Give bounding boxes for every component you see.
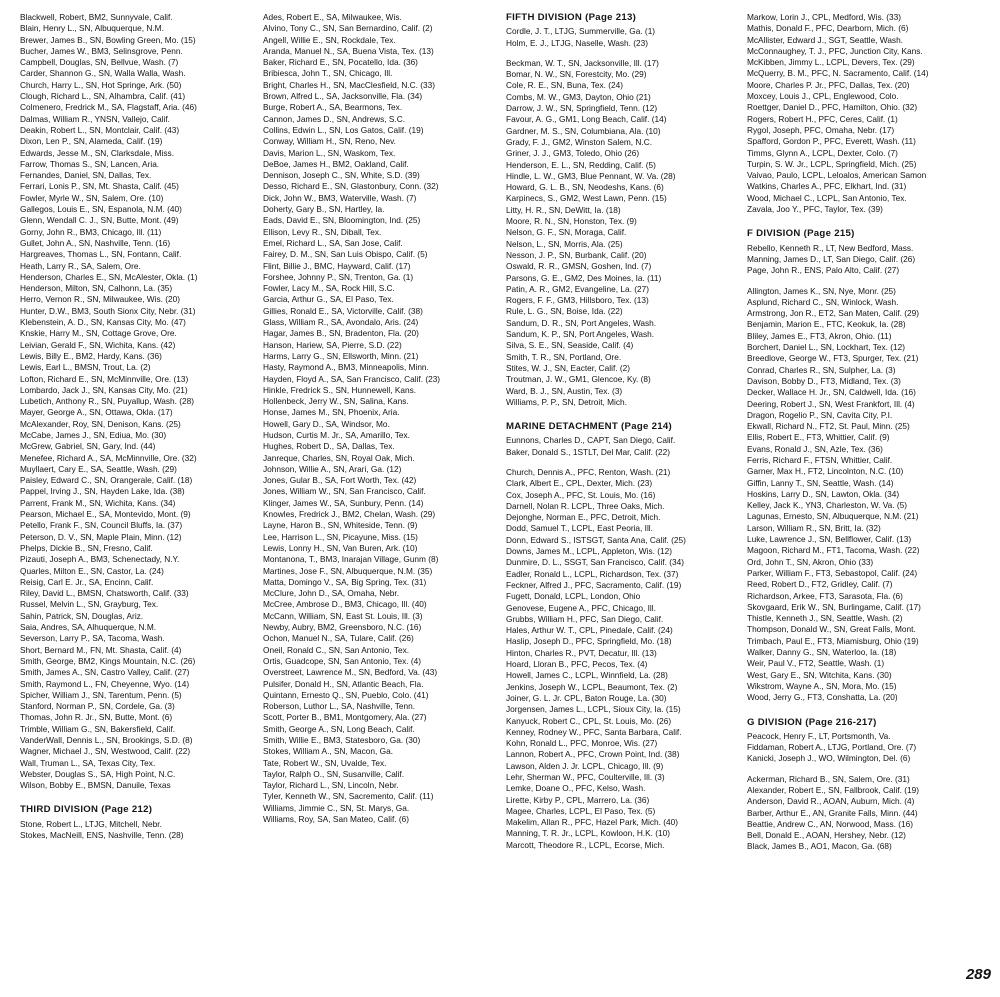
roster-entry: Genovese, Eugene A., PFC, Chicago, Ill. (506, 602, 656, 613)
roster-entry: Nelson, L., SN, Morris, Ala. (25) (506, 238, 623, 249)
roster-entry: Bomar, N. W., SN, Forestcity, Mo. (29) (506, 69, 647, 80)
roster-entry: Peacock, Henry F., LT, Portsmonth, Va. (747, 730, 891, 741)
roster-entry: Church, Harry L., SN, Hot Springe, Ark. (50) (20, 79, 182, 90)
roster-entry: Stokes, William A., SN, Macon, Ga. (263, 746, 394, 757)
roster-entry: Combs, M. W., GM3, Dayton, Ohio (21) (506, 91, 651, 102)
roster-entry: McQuerry, B. M., PFC, N. Sacramento, Calif. (14) (747, 68, 929, 79)
roster-entry: Lewis, Earl L., BMSN, Trout, La. (2) (20, 362, 151, 373)
roster-entry: Church, Dennis A., PFC, Renton, Wash. (21) (506, 466, 671, 477)
roster-entry: Decker, Wallace H. Jr., SN, Caldwell, Ida. (16) (747, 387, 916, 398)
roster-entry: Overstreet, Lawrence M., SN, Bedford, Va. (43) (263, 667, 438, 678)
roster-entry: Lombardo, Jack J., SN, Kansas City, Mo. (21) (20, 384, 188, 395)
roster-entry: Forshee, Johnny P., SN, Trenton, Ga. (1) (263, 271, 414, 282)
roster-entry: Klebenstein, A. D., SN, Kansas City, Mo. (47) (20, 317, 186, 328)
roster-entry: Kanicki, Joseph J., WO, Wilmington, Del. (6) (747, 753, 911, 764)
roster-entry: Conrad, Charles R., SN, Sulpher, La. (3) (747, 364, 896, 375)
roster-entry: Eads, David E., SN, Bloomington, Ind. (25) (263, 215, 421, 226)
roster-entry: Stanford, Norman P., SN, Cordele, Ga. (3) (20, 701, 175, 712)
roster-entry: Gullet, John A., SN, Nashville, Tenn. (16) (20, 237, 171, 248)
roster-entry: Hudson, Curtis M. Jr., SA, Amarillo, Tex. (263, 429, 410, 440)
roster-entry: Evans, Ronald J., SN, Azle, Tex. (36) (747, 443, 883, 454)
roster-entry: Nelson, G. F., SN, Moraga, Calif. (506, 227, 627, 238)
roster-entry: Smith, James A., SN, Castro Valley, Calif. (27) (20, 667, 190, 678)
roster-entry: Hargreaves, Thomas L., SN, Fontann, Calif. (20, 249, 182, 260)
roster-entry: Dennison, Joseph C., SN, White, S.D. (39) (263, 170, 420, 181)
roster-entry: Zavala, Joo Y., PFC, Taylor, Tex. (39) (747, 204, 883, 215)
roster-entry: Grady, F. J., GM2, Winston Salem, N.C. (506, 136, 652, 147)
roster-entry: Lirette, Kirby P., CPL, Marrero, La. (36) (506, 794, 650, 805)
roster-entry: Knowles, Fredrick J., BM2, Chelan, Wash. (29) (263, 509, 436, 520)
roster-entry: Moore, R. N., SN, Honston, Tex. (9) (506, 216, 637, 227)
roster-entry: Flint, Billie J., BMC, Hayward, Calif. (17) (263, 260, 411, 271)
roster-entry: Harms, Larry G., SN, Ellsworth, Minn. (21) (263, 350, 419, 361)
roster-entry: Luke, Lawrence J., SN, Bellflower, Calif. (13) (747, 534, 912, 545)
roster-entry: Alvino, Tony C., SN, San Bernardino, Calif. (2) (263, 23, 433, 34)
roster-entry: Magee, Charles, LCPL, El Paso, Tex. (5) (506, 805, 656, 816)
roster-entry: Nesson, J. P., SN, Burbank, Calif. (20) (506, 249, 647, 260)
roster-entry: Eunnons, Charles D., CAPT, San Diego, Calif. (506, 435, 676, 446)
roster-entry: Martines, Jose F., SN, Albuquerque, N.M. (35) (263, 565, 433, 576)
roster-entry: Hanson, Hariew, SA, Pierre, S.D. (22) (263, 339, 402, 350)
roster-entry: Ekwall, Richard N., FT2, St. Paul, Minn. (25) (747, 421, 910, 432)
roster-entry: Turpin, S. W. Jr., LCPL, Springfield, Mich. (25) (747, 158, 917, 169)
roster-entry: Smith, T. R., SN, Portland, Ore. (506, 351, 622, 362)
roster-entry: Hasty, Raymond A., BM3, Minneapolis, Minn. (263, 362, 429, 373)
roster-entry: Vaivao, Paulo, LCPL, Leloalos, American Samon (747, 170, 927, 181)
roster-entry: McAlexander, Roy, SN, Denison, Kans. (25) (20, 418, 181, 429)
roster-entry: Dragon, Rogelio P., SN, Cavita City, P.I. (747, 409, 893, 420)
roster-column-4 (747, 12, 929, 853)
roster-entry: Dejonghe, Norman E., PFC, Detroit, Mich. (506, 512, 661, 523)
roster-entry: Henderson, Charles E., SN, McAlester, Okla. (1) (20, 271, 198, 282)
roster-entry: Pearson, Michael E., SA, Montevido, Mont. (9) (20, 509, 191, 520)
roster-entry: Hales, Arthur W. T., CPL, Pinedale, Calif. (24) (506, 625, 673, 636)
roster-entry: Paisley, Edward C., SN, Orangerale, Calif. (18) (20, 475, 193, 486)
roster-entry: Bliley, James E., FT3, Akron, Ohio. (11) (747, 330, 892, 341)
roster-entry: Sandum, K. P., SN, Port Angeles, Wash. (506, 329, 655, 340)
roster-entry: DeBoe, James H., BM2, Oakland, Calif. (263, 158, 409, 169)
roster-entry: Holm, E. J., LTJG, Naselle, Wash. (23) (506, 37, 649, 48)
roster-entry: Page, John R., ENS, Palo Alto, Calif. (27) (747, 265, 900, 276)
roster-entry: Black, James B., AO1, Macon, Ga. (68) (747, 841, 892, 852)
roster-entry: Rogers, F. F., GM3, Hillsboro, Tex. (13) (506, 295, 649, 306)
roster-entry: Ellison, Levy R., SN, Diball, Tex. (263, 226, 382, 237)
roster-entry: Ord, John T., SN, Akron, Ohio (33) (747, 556, 874, 567)
roster-entry: Larson, William R., SN, Britt, Ia. (32) (747, 522, 881, 533)
roster-entry: Cox, Joseph A., PFC, St. Louis, Mo. (16) (506, 489, 656, 500)
roster-entry: Richardson, Arkee, FT3, Sarasota, Fla. (6) (747, 590, 903, 601)
roster-entry: McCann, William, SN, East St. Louis, Ill. (3) (263, 610, 423, 621)
section-heading: THIRD DIVISION (Page 212) (20, 804, 153, 816)
roster-entry: Karpinecs, S., GM2, West Lawn, Penn. (15) (506, 193, 667, 204)
roster-entry: Spicher, William J., SN, Tarentum, Penn. (5) (20, 689, 182, 700)
roster-entry: Weir, Paul V., FT2, Seattle, Wash. (1) (747, 658, 885, 669)
roster-entry: Howell, Gary D., SA, Windsor, Mo. (263, 418, 390, 429)
roster-entry: Joiner, G. L. Jr. CPL, Baton Rouge, La. (30) (506, 692, 667, 703)
roster-entry: Desso, Richard E., SN, Glastonbury, Conn. (32) (263, 181, 439, 192)
roster-entry: Montanona, T., BM3, Inarajan Village, Gunm (8) (263, 554, 439, 565)
roster-entry: Tyler, Kenneth W., SN, Sacremento, Calif. (11) (263, 791, 434, 802)
roster-entry: Ochon, Manuel N., SA, Tulare, Calif. (26) (263, 633, 414, 644)
roster-entry: McGrew, Gabriel, SN, Gary, Ind. (44) (20, 441, 156, 452)
roster-entry: Dixon, Len P., SN, Alameda, Calif. (19) (20, 136, 163, 147)
roster-entry: Garner, Max H., FT2, Lincolnton, N.C. (10) (747, 466, 904, 477)
roster-entry: Trimble, William G., SN, Bakersfield, Calif. (20, 723, 176, 734)
roster-entry: Saia, Andres, SA, Alhuquerque, N.M. (20, 622, 157, 633)
page-number: 289 (965, 966, 991, 983)
roster-entry: Kelley, Jack K., YN3, Charleston, W. Va. (5) (747, 500, 908, 511)
roster-entry: Thompson, Donald W., SN, Great Falls, Mont. (747, 624, 916, 635)
roster-entry: Kohn, Ronald L., PFC, Monroe, Wis. (27) (506, 738, 658, 749)
roster-entry: Tate, Robert W., SN, Uvalde, Tex. (263, 757, 387, 768)
roster-entry: Borchert, Daniel L., SN, Lockhart, Tex. (12) (747, 342, 906, 353)
roster-entry: Carder, Shannon G., SN, Walla Walla, Wash. (20, 68, 186, 79)
roster-entry: Donn, Edward S., ISTSGT, Santa Ana, Calif. (25) (506, 534, 686, 545)
roster-entry: Walker, Danny G., SN, Waterloo, Ia. (18) (747, 647, 897, 658)
roster-entry: Hoard, Lloran B., PFC, Pecos, Tex. (4) (506, 659, 648, 670)
roster-entry: Colmenero, Fredrick M., SA, Flagstaff, Aria. (46) (20, 102, 197, 113)
roster-entry: Hagar, James B., SN, Bradenton, Fla. (20) (263, 328, 419, 339)
roster-entry: Janreque, Charles, SN, Royal Oak, Mich. (263, 452, 415, 463)
roster-entry: Moxcey, Louis J., CPL, Englewood, Colo. (747, 91, 899, 102)
roster-entry: Rogers, Robert H., PFC, Ceres, Calif. (1) (747, 113, 898, 124)
roster-entry: Ferrari, Lonis P., SN, Mt. Shasta, Calif. (45) (20, 181, 179, 192)
roster-entry: Spafford, Gordon P., PFC, Everett, Wash. (11) (747, 136, 916, 147)
roster-entry: Beattie, Andrew C., AN, Norwood, Mass. (16) (747, 818, 914, 829)
roster-entry: Lofton, Richard E., SN, McMinnville, Ore. (13) (20, 373, 189, 384)
roster-entry: Kanyuck, Robert C., CPL, St. Louis, Mo. (26) (506, 715, 672, 726)
roster-entry: Baker, Donald S., 1STLT, Del Mar, Calif. (22) (506, 446, 671, 457)
roster-entry: Cole, R. E., SN, Buna, Tex. (24) (506, 80, 623, 91)
roster-entry: Taylor, Richard L., SN, Lincoln, Nebr. (263, 780, 399, 791)
roster-entry: Oneil, Ronald C., SN, San Antonio, Tex. (263, 644, 410, 655)
roster-entry: Bell, Donald E., AOAN, Hershey, Nebr. (12) (747, 830, 906, 841)
roster-entry: Howell, James C., LCPL, Winnfield, La. (28) (506, 670, 668, 681)
roster-entry: Russel, Melvin L., SN, Grayburg, Tex. (20, 599, 159, 610)
roster-entry: Armstrong, Jon R., ET2, San Maten, Calif. (29) (747, 308, 919, 319)
roster-entry: Troutman, J. W., GM1, Glencoe, Ky. (8) (506, 374, 651, 385)
roster-entry: Fowler, Lacy M., SA, Rock Hill, S.C. (263, 283, 395, 294)
roster-entry: Fowler, Myrle W., SN, Salem, Ore. (10) (20, 192, 164, 203)
roster-entry: Bucher, James W., BM3, Selinsgrove, Penn. (20, 45, 183, 56)
roster-entry: Roberson, Luthor L., SA, Nashville, Tenn. (263, 701, 416, 712)
roster-entry: Smith, Raymond L., FN, Cheyenne, Wyo. (14) (20, 678, 190, 689)
roster-entry: VanderWall, Dennis L., SN, Brookings, S.D. (8) (20, 735, 193, 745)
roster-entry: Kenney, Rodney W., PFC, Santa Barbara, Calif. (506, 726, 682, 737)
roster-entry: Glass, William R., SA, Avondalo, Aris. (24) (263, 317, 419, 328)
roster-entry: Mathis, Donald F., PFC, Dearborn, Mich. (6) (747, 23, 909, 34)
roster-entry: Patin, A. R., GM2, Evangeline, La. (27) (506, 283, 649, 294)
roster-entry: Roettger, Daniel D., PFC, Hamilton, Ohio. (32) (747, 102, 918, 113)
roster-entry: McConnaughey, T. J., PFC, Junction City, Kans. (747, 45, 923, 56)
roster-entry: Barber, Arthur E., AN, Granite Falls, Minn. (44) (747, 807, 918, 818)
roster-entry: Reisig, Carl E. Jr., SA, Encinn, Calif. (20, 576, 154, 587)
roster-entry: Phelps, Dickie B., SN, Fresno, Calif. (20, 542, 153, 553)
roster-entry: Henderson, E. L., SN, Redding, Calif. (5) (506, 159, 656, 170)
roster-entry: Williams, P. P., SN, Detroit, Mich. (506, 396, 627, 407)
roster-entry: Dodd, Samuel T., LCPL, East Peoria, Ill. (506, 523, 653, 534)
roster-entry: Taylor, Ralph O., SN, Susanville, Calif. (263, 768, 405, 779)
roster-entry: Howard, G. L. B., SN, Neodeshs, Kans. (6) (506, 182, 664, 193)
roster-entry: Makelim, Allan R., PFC, Hazel Park, Mich. (40) (506, 817, 678, 828)
roster-entry: Parker, William F., FT3, Sebastopol, Calif. (24) (747, 567, 918, 578)
roster-entry: Campbell, Douglas, SN, Bellvue, Wash. (7) (20, 57, 179, 68)
roster-entry: Gillies, Ronald E., SA, Victorville, Calif. (38) (263, 305, 423, 316)
roster-entry: Henderson, Milton, SN, Calhonn, La. (35) (20, 283, 173, 294)
roster-entry: Williams, Roy, SA, San Mateo, Calif. (6) (263, 814, 410, 825)
roster-entry: Parrent, Frank M., SN, Wichita, Kans. (34) (20, 497, 176, 508)
roster-entry: Hinkle, Fredrick S., SN, Hunnewell, Kans. (263, 384, 417, 395)
roster-entry: Lemke, Doane O., PFC, Kelso, Wash. (506, 783, 646, 794)
roster-entry: Matta, Domingo V., SA, Big Spring, Tex. (31) (263, 576, 427, 587)
roster-entry: Jones, William W., SN, San Francisco, Calif. (263, 486, 426, 497)
roster-entry: McCabe, James J., SN, Ediua, Mo. (30) (20, 429, 167, 440)
roster-entry: Quintann, Ernesto Q., SN, Pueblo, Colo. (41) (263, 689, 429, 700)
roster-entry: Jones, Gular B., SA, Fort Worth, Tex. (42) (263, 475, 417, 486)
roster-entry: Stone, Robert L., LTJG, Mitchell, Nebr. (20, 818, 162, 829)
roster-entry: Bright, Charles H., SN, MacClesfield, N.C. (33) (263, 79, 435, 90)
roster-entry: Fugett, Donald, LCPL, London, Ohio (506, 591, 641, 602)
roster-entry: Parsons, G. E., GM2, Des Moines, Ia. (11) (506, 272, 662, 283)
roster-entry: Baker, Richard E., SN, Pocatello, Ida. (36) (263, 57, 418, 68)
roster-entry: West, Gary E., SN, Witchita, Kans. (30) (747, 669, 892, 680)
roster-entry: Lagunas, Ernesto, SN, Albuquerque, N.M. (21) (747, 511, 919, 522)
roster-entry: Wagner, Michael J., SN, Westwood, Calif. (22) (20, 746, 191, 757)
roster-entry: Klinger, James W., SA, Sunbury, Penn. (14) (263, 497, 424, 508)
roster-entry: Williams, Jimmie C., SN, St. Marys, Ga. (263, 802, 410, 813)
roster-entry: Fiddaman, Robert A., LTJG, Portland, Ore. (7) (747, 742, 917, 753)
roster-entry: Gardner, M. S., SN, Columbiana, Ala. (10) (506, 125, 661, 136)
roster-entry: Darnell, Nolan R. LCPL, Three Oaks, Mich. (506, 500, 665, 511)
roster-entry: Aranda, Manuel N., SA, Buena Vista, Tex. (13) (263, 45, 434, 56)
roster-entry: Hindle, L. W., GM3, Blue Pennant, W. Va. (28) (506, 170, 676, 181)
roster-entry: Deering, Robert J., SN, West Frankfort, Ill. (4) (747, 398, 915, 409)
roster-entry: Honse, James M., SN, Phoenix, Aria. (263, 407, 400, 418)
roster-entry: Scott, Porter B., BM1, Montgomery, Ala. (27) (263, 712, 427, 723)
roster-entry: Edwards, Jesse M., SN, Clarksdale, Miss. (20, 147, 174, 158)
roster-entry: Short, Bernard M., FN, Mt. Shasta, Calif. (4) (20, 644, 182, 655)
roster-entry: Giffin, Lanny T., SN, Seattle, Wash. (14) (747, 477, 894, 488)
roster-entry: Layne, Haron B., SN, Whiteside, Tenn. (9) (263, 520, 418, 531)
roster-entry: Smith, Willie E., BM3, Statesboro, Ga. (30) (263, 735, 421, 745)
roster-entry: Griner, J. J., GM3, Toledo, Ohio (26) (506, 148, 640, 159)
roster-entry: Dunmire, D. L., SSGT, San Francisco, Calif. (34) (506, 557, 684, 568)
roster-entry: Thomas, John R. Jr., SN, Butte, Mont. (6) (20, 712, 173, 723)
roster-entry: Petello, Frank F., SN, Council Bluffs, Ia. (37) (20, 520, 183, 531)
roster-entry: Lewis, Lonny H., SN, Van Buren, Ark. (10) (263, 542, 418, 553)
roster-entry: Sahin, Patrick, SN, Douglas, Ariz. (20, 610, 144, 621)
roster-entry: Knskie, Harry M., SN, Cottage Grove, Ore. (20, 328, 177, 339)
roster-entry: Moore, Charles P. Jr., PFC, Dallas, Tex. (20) (747, 79, 910, 90)
roster-entry: Watkins, Charles A., PFC, Elkhart, Ind. (31) (747, 181, 907, 192)
roster-entry: Ades, Robert E., SA, Milwaukee, Wis. (263, 12, 402, 22)
roster-entry: Fernandes, Daniel, SN, Dallas, Tex. (20, 170, 152, 181)
roster-entry: Rebello, Kenneth R., LT, New Bedford, Mass. (747, 242, 914, 253)
roster-entry: Wood, Jerry G., FT3, Conshatta, La. (20) (747, 692, 898, 703)
roster-entry: Cordle, J. T., LTJG, Summerville, Ga. (1) (506, 26, 656, 37)
roster-entry: Ward, B. J., SN, Austin, Tex. (3) (506, 385, 623, 396)
roster-entry: Emel, Richard L., SA, San Jose, Calif. (263, 237, 403, 248)
roster-entry: Riley, David L., BMSN, Chatsworth, Calif. (33) (20, 588, 189, 599)
roster-entry: Hinton, Charles R., PVT, Decatur, Ill. (13) (506, 647, 657, 658)
roster-entry: Downs, James M., LCPL, Appleton, Wis. (12) (506, 546, 672, 557)
roster-entry: Dalmas, William R., YNSN, Vallejo, Calif. (20, 113, 170, 124)
roster-entry: Eadler, Ronald L., LCPL, Richardson, Tex. (37) (506, 568, 679, 579)
roster-entry: Quarles, Milton E., SN, Castor, La. (24) (20, 565, 164, 576)
roster-entry: Hayden, Floyd A., SA, San Francisco, Calif. (23) (263, 373, 441, 384)
roster-entry: Pulsifer, Donald H., SN, Atlantic Beach, Fla. (263, 678, 424, 689)
roster-entry: Alexander, Robert E., SN, Fallbrook, Calif. (19) (747, 785, 920, 795)
roster-entry: Blain, Henry L., SN, Albuquerque, N.M. (20, 23, 164, 34)
roster-entry: Silva, S. E., SN, Seaside, Calif. (4) (506, 340, 634, 351)
roster-entry: Sandum, D. R., SN, Port Angeles, Wash. (506, 317, 657, 328)
roster-entry: Manning, James D., LT, San Diego, Calif. (26) (747, 253, 916, 264)
roster-entry: Leivian, Gerald F., SN, Wichita, Kans. (42) (20, 339, 176, 350)
roster-entry: Brown, Alfred L., SA, Jacksonville, Fla. (34) (263, 91, 423, 102)
roster-entry: Deakin, Robert L., SN, Montclair, Calif. (43) (20, 124, 180, 135)
roster-entry: Glenn, Wendall C. J., SN, Butte, Mont. (49) (20, 215, 179, 226)
roster-entry: Beckman, W. T., SN, Jacksonville, Ill. (17) (506, 57, 659, 68)
roster-entry: Severson, Larry P., SA, Tacoma, Wash. (20, 633, 165, 644)
roster-entry: Clough, Richard L., SN, Alhambra, Calif. (41) (20, 91, 186, 102)
roster-entry: Smith, George, BM2, Kings Mountain, N.C. (26) (20, 655, 196, 666)
roster-entry: Marcott, Theodore R., LCPL, Ecorse, Mich. (506, 839, 665, 850)
roster-entry: Haslip, Joseph D., PFC, Springfield, Mo. (18) (506, 636, 672, 647)
roster-entry: Heath, Larry R., SA, Salem, Ore. (20, 260, 141, 271)
roster-entry: Allington, James K., SN, Nye, Monr. (25) (747, 285, 896, 296)
roster-entry: Bribiesca, John T., SN, Chicago, Ill. (263, 68, 393, 79)
roster-entry: Jenkins, Joseph W., LCPL, Beaumont, Tex. (2) (506, 681, 678, 692)
section-heading: F DIVISION (Page 215) (747, 228, 855, 240)
roster-entry: Ferris, Richard F., FTSN, Whittier, Calif. (747, 454, 893, 465)
roster-entry: Manning, T. R. Jr., LCPL, Kowloon, H.K. (10) (506, 828, 671, 839)
roster-entry: Cannon, James D., SN, Andrews, S.C. (263, 113, 406, 124)
roster-entry: Lehr, Sherman W., PFC, Coulterville, Ill. (3) (506, 772, 665, 782)
roster-entry: Lubetich, Anthony R., SN, Puyallup, Wash. (28) (20, 396, 195, 407)
roster-entry: Benjamin, Marion E., FTC, Keokuk, Ia. (28) (747, 319, 906, 330)
roster-entry: Skovgaard, Erik W., SN, Burlingame, Calif. (17) (747, 601, 921, 612)
roster-entry: Herro, Vernon R., SN, Milwaukee, Wis. (20) (20, 294, 180, 305)
roster-entry: Gorny, John R., BM3, Chicago, Ill. (11) (20, 226, 162, 237)
roster-entry: Davis, Marion L., SN, Waskom, Tex. (263, 147, 396, 158)
roster-entry: Asplund, Richard C., SN, Winlock, Wash. (747, 296, 899, 307)
roster-entry: Wilson, Bobby E., BMSN, Danuile, Texas (20, 780, 171, 791)
roster-entry: Markow, Lorin J., CPL, Medford, Wis. (33) (747, 12, 901, 22)
section-heading: FIFTH DIVISION (Page 213) (506, 12, 637, 23)
roster-entry: Darrow, J. W., SN, Springfield, Tenn. (12) (506, 103, 658, 114)
roster-entry: Breedlove, George W., FT3, Spurger, Tex. (21) (747, 353, 919, 364)
roster-entry: Anderson, David R., AOAN, Auburn, Mich. (4) (747, 796, 915, 807)
roster-entry: Ackerman, Richard B., SN, Salem, Ore. (31) (747, 773, 910, 784)
roster-entry: McClure, John D., SA, Omaha, Nebr. (263, 588, 400, 599)
roster-column-1 (20, 12, 198, 841)
roster-entry: Peterson, D. V., SN, Maple Plain, Minn. (12) (20, 531, 182, 542)
roster-entry: Mayer, George A., SN, Ottawa, Okla. (17) (20, 407, 173, 418)
roster-entry: Lannon, Robert A., PFC, Crown Point, Ind. (38) (506, 749, 680, 760)
roster-entry: Clark, Albert E., CPL, Dexter, Mich. (23) (506, 478, 653, 489)
roster-entry: Dick, John W., BM3, Waterville, Wash. (7) (263, 192, 417, 203)
roster-entry: Trimbach, Paul E., FT3, Miamisburg, Ohio (19) (747, 635, 919, 646)
roster-entry: Hughes, Robert D., SA, Dallas, Tex. (263, 441, 395, 452)
roster-column-3 (506, 12, 686, 851)
section-heading: MARINE DETACHMENT (Page 214) (506, 421, 673, 433)
roster-entry: Grubbs, William H., PFC, San Diego, Calif. (506, 613, 664, 624)
roster-entry: Lawson, Alden J. Jr. LCPL, Chicago, Ill. (9) (506, 760, 664, 771)
roster-entry: Wikstrom, Wayne A., SN, Mora, Mo. (15) (747, 680, 897, 691)
roster-entry: Burge, Robert A., SA, Bearmons, Tex. (263, 102, 403, 113)
roster-entry: Farrow, Thomas S., SN, Lancen, Aria. (20, 158, 160, 169)
roster-entry: Lewis, Billy E., BM2, Hardy, Kans. (36) (20, 350, 162, 361)
roster-entry: Newby, Aubry, BM2, Greensboro, N.C. (16) (263, 622, 422, 633)
roster-entry: Gallegos, Louis E., SN, Espanola, N.M. (40) (20, 204, 182, 215)
roster-entry: Brewer, James B., SN, Bowling Green, Mo. (15) (20, 34, 196, 45)
roster-entry: Hoskins, Larry D., SN, Lawton, Okla. (34) (747, 488, 900, 499)
roster-entry: Menefee, Richard A., SA, McMinnville, Ore. (32) (20, 452, 197, 463)
roster-entry: Rygol, Joseph, PFC, Omaha, Nebr. (17) (747, 124, 895, 135)
roster-entry: Lee, Harrison L., SN, Picayune, Miss. (15) (263, 531, 418, 542)
roster-entry: Wall, Truman L., SA, Texas City, Tex. (20, 757, 156, 768)
section-heading: G DIVISION (Page 216-217) (747, 716, 877, 728)
roster-entry: Hollenbeck, Jerry W., SN, Salina, Kans. (263, 396, 409, 407)
roster-entry: McCree, Ambrose D., BM3, Chicago, Ill. (40) (263, 599, 427, 610)
roster-entry: Angell, Willie E., SN, Rockdale, Tex. (263, 34, 396, 45)
roster-entry: Timms, Glynn A., LCPL, Dexter, Colo. (7) (747, 147, 898, 158)
roster-entry: Conway, William H., SN, Reno, Nev. (263, 136, 396, 147)
roster-entry: Doherty, Gary B., SN, Hartley, Ia. (263, 204, 385, 215)
roster-entry: Collins, Edwin L., SN, Los Gatos, Calif. (19) (263, 124, 424, 135)
roster-entry: Thistle, Kenneth J., SN, Seattle, Wash. (2) (747, 613, 903, 624)
roster-entry: Magoon, Richard M., FT1, Tacoma, Wash. (22) (747, 545, 920, 556)
roster-entry: Blackwell, Robert, BM2, Sunnyvale, Calif. (20, 12, 173, 22)
roster-entry: Feckner, Alfred J., PFC, Sacramento, Calif. (19) (506, 579, 682, 590)
roster-entry: Favour, A. G., GM1, Long Beach, Calif. (14) (506, 114, 667, 125)
roster-entry: Smith, George A., SN, Long Beach, Calif. (263, 723, 415, 734)
roster-entry: Oswald, R. R., GMSN, Goshen, Ind. (7) (506, 261, 652, 272)
roster-entry: Ellis, Robert E., FT3, Whittier, Calif. (9) (747, 432, 890, 443)
roster-entry: McAllister, Edward J., SGT, Seattle, Wash. (747, 34, 903, 45)
roster-entry: Stokes, MacNeill, ENS, Nashville, Tenn. (28) (20, 830, 184, 841)
roster-column-2 (263, 12, 440, 825)
roster-entry: McKibben, Jimmy L., LCPL, Devers, Tex. (29) (747, 57, 915, 68)
roster-entry: Ortis, Guadcope, SN, San Antonio, Tex. (4) (263, 655, 422, 666)
roster-entry: Davison, Bobby D., FT3, Midland, Tex. (3) (747, 375, 901, 386)
roster-entry: Reed, Robert D., FT2, Gridley, Calif. (7) (747, 579, 893, 590)
roster-entry: Johnson, Willie A., SN, Arari, Ga. (12) (263, 463, 402, 474)
roster-entry: Wood, Michael C., LCPL, San Antonio, Tex. (747, 192, 907, 203)
roster-entry: Webster, Douglas S., SA, High Point, N.C. (20, 768, 176, 779)
roster-entry: Jorgensen, James L., LCPL, Sioux City, Ia. (15) (506, 704, 681, 715)
roster-entry: Litty, H. R., SN, DeWitt, Ia. (18) (506, 204, 621, 215)
roster-entry: Muyllaert, Cary E., SA, Seattle, Wash. (29) (20, 463, 177, 474)
roster-entry: Hunter, D.W., BM3, South Sionx City, Nebr. (31) (20, 305, 196, 316)
roster-entry: Pappel, Irving J., SN, Hayden Lake, Ida. (38) (20, 486, 185, 497)
roster-entry: Fairey, D. M., SN, San Luis Obispo, Calif. (5) (263, 249, 428, 260)
roster-entry: Stites, W. J., SN, Eacter, Calif. (2) (506, 362, 631, 373)
roster-entry: Pizauti, Joseph A., BM3, Schenectady, N.Y. (20, 554, 180, 565)
roster-entry: Garcia, Arthur G., SA, El Paso, Tex. (263, 294, 394, 305)
roster-entry: Rule, L. G., SN, Boise, Ida. (22) (506, 306, 623, 317)
